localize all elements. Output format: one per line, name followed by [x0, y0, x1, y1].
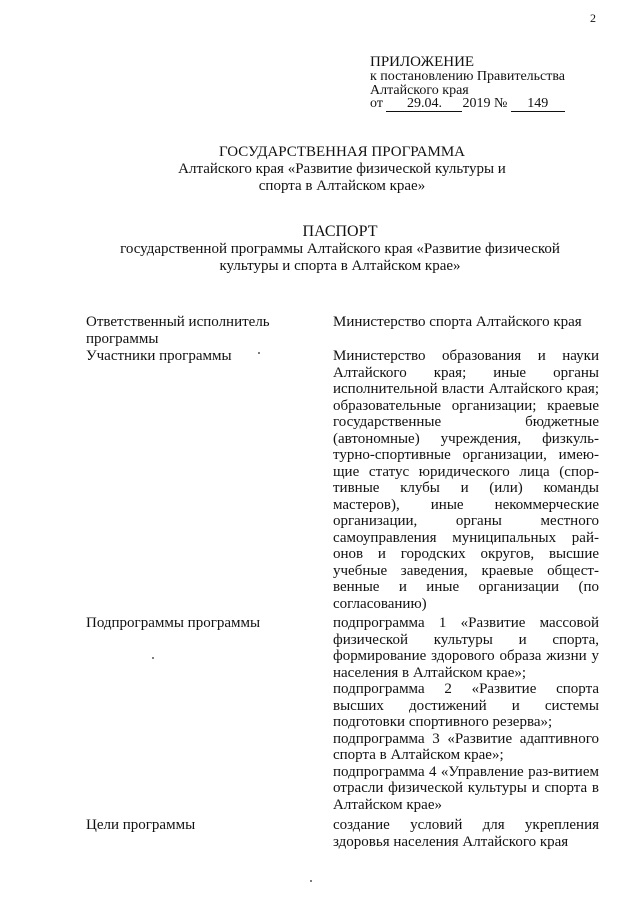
row-value: Министерство спорта Алтайского края [333, 314, 582, 330]
passport-line-1: государственной программы Алтайского края «Развитие физической [120, 241, 560, 257]
scan-speck [310, 880, 312, 882]
row-value: Министерство образования и науки Алтайского края; иные органы исполнительной власти Алтайского края; образовательные организации; краевые государственные бюджетные (автономные) учреждения, физкуль-турно-спортивные организации, имею-щие статус юридического лица (спор-тивные клубы и (или) команды мастеров), иные некоммерческие организации, органы местного самоуправления муниципальных рай-онов и городских округов, высшие учебные заведения, краевые общест-венные и иные организации (по согласованию) [333, 348, 599, 612]
row-label: Подпрограммы программы [86, 615, 261, 631]
appendix-line-2: Алтайского края [370, 82, 469, 98]
row-label: Цели программы [86, 817, 196, 833]
appendix-date-line [370, 97, 620, 112]
subprogram-item: подпрограмма 1 «Развитие массовой физической культуры и спорта, формирование здорового образа жизни у населения в Алтайском крае»; [333, 615, 599, 681]
row-value [333, 615, 599, 813]
number-label: № [493, 96, 508, 111]
row-label: Участники программы [86, 348, 232, 364]
appendix-block [370, 54, 620, 112]
passport-line-2: культуры и спорта в Алтайском крае» [219, 258, 461, 274]
row-value: создание условий для укрепления здоровья населения Алтайского края [333, 817, 599, 850]
subprogram-item: подпрограмма 4 «Управление раз-витием отрасли физической культуры и спорта в Алтайском крае» [333, 763, 599, 813]
appendix-line-1: к постановлению Правительства [370, 69, 566, 84]
subprogram-item: подпрограмма 2 «Развитие спорта высших достижений и системы подготовки спортивного резерва»; [333, 681, 599, 730]
program-subtitle-line-1: Алтайского края «Развитие физической культуры и [178, 161, 506, 177]
decree-number: 149 [511, 97, 565, 112]
subprogram-item: подпрограмма 3 «Развитие адаптивного спорта в Алтайском крае»; [333, 730, 599, 763]
passport-title: ПАСПОРТ [302, 223, 378, 240]
appendix-title: ПРИЛОЖЕНИЕ [370, 54, 475, 70]
page-number: 2 [590, 11, 596, 25]
decree-date: 29.04. [386, 97, 462, 112]
from-label: от [370, 96, 383, 111]
program-subtitle-line-2: спорта в Алтайском крае» [258, 178, 426, 194]
passport-heading [80, 223, 600, 275]
program-heading [130, 144, 554, 195]
row-label: Ответственный исполнитель программы [86, 314, 270, 347]
scan-speck [258, 352, 260, 354]
scan-speck [152, 657, 154, 659]
program-title: ГОСУДАРСТВЕННАЯ ПРОГРАММА [218, 144, 466, 160]
decree-year: 2019 [462, 96, 491, 111]
